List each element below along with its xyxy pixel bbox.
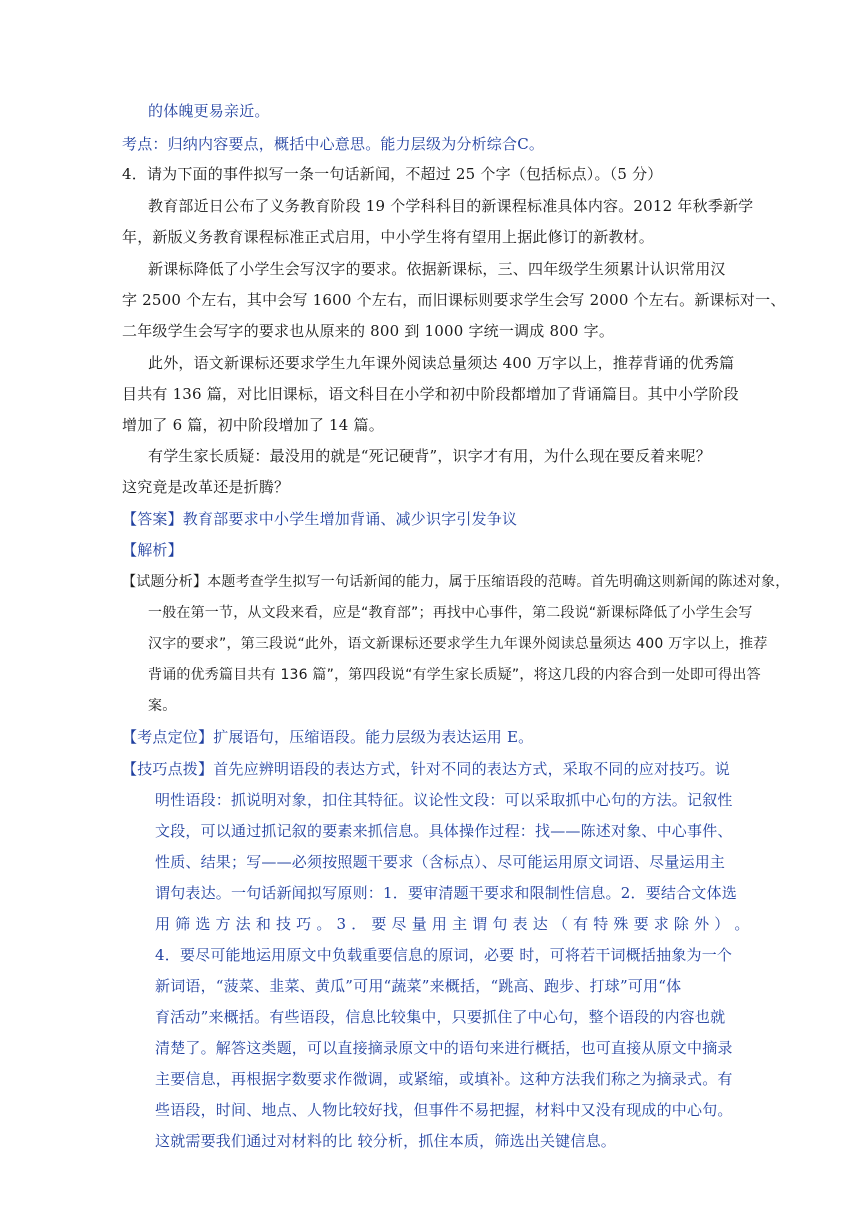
analysis-text: 一般在第一节，从文段来看，应是“教育部”；再找中心事件，第二段说“新课标降低了小学生会写: [148, 605, 753, 621]
text-line: 这究竟是改革还是折腾？: [122, 478, 290, 496]
tips-line: 文段，可以通过抓记叙的要素来抓信息。具体操作过程：找——陈述对象、中心事件、: [155, 822, 733, 840]
tips-line: 用 筛 选 方 法 和 技 巧 。 3 ． 要 尽 量 用 主 谓 句 表 达 （ 有 特 殊 要 求 除 外 ） 。: [155, 915, 750, 933]
text-line: 字 2500 个左右，其中会写 1600 个左右，而旧课标则要求学生会写 2000 个左右。新课标对一、: [122, 291, 786, 309]
tips-line: 性质、结果；写——必须按照题干要求（含标点）、尽可能运用原文词语、尽量运用主: [155, 853, 726, 871]
text-line: 年，新版义务教育课程标准正式启用，中小学生将有望用上据此修订的新教材。: [122, 228, 655, 246]
text-line: 考点：归纳内容要点，概括中心意思。能力层级为分析综合C。: [122, 135, 545, 153]
text-line: 的体魄更易亲近。: [148, 102, 270, 120]
analysis-text: 汉字的要求”，第三段说“此外，语文新课标还要求学生九年课外阅读总量须达 400 万字以上，推荐: [148, 636, 768, 652]
text-line: 此外，语文新课标还要求学生九年课外阅读总量须达 400 万字以上，推荐背诵的优秀篇: [148, 354, 735, 372]
tips-line: 这就需要我们通过对材料的比 较分析，抓住本质，筛选出关键信息。: [155, 1132, 616, 1150]
tips-line: 【技巧点拨】首先应辨明语段的表达方式，针对不同的表达方式，采取不同的应对技巧。说: [122, 760, 731, 778]
text-line: 二年级学生会写字的要求也从原来的 800 到 1000 字统一调成 800 字。: [122, 322, 615, 340]
tips-line: 谓句表达。一句话新闻拟写原则：1．要审清题干要求和限制性信息。2．要结合文体选: [155, 884, 737, 902]
text-line: 有学生家长质疑：最没用的就是“死记硬背”，识字才有用，为什么现在要反着来呢？: [148, 447, 711, 465]
tips-line: 主要信息，再根据字数要求作微调，或紧缩，或填补。这种方法我们称之为摘录式。有: [155, 1070, 733, 1088]
text-line: 目共有 136 篇，对比旧课标，语文科目在小学和初中阶段都增加了背诵篇目。其中小学阶段: [122, 385, 739, 403]
analysis-text: 背诵的优秀篇目共有 136 篇”，第四段说“有学生家长质疑”，将这几段的内容合到一处即可得出答: [148, 667, 761, 683]
tips-line: 些语段，时间、地点、人物比较好找，但事件不易把握，材料中又没有现成的中心句。: [155, 1101, 733, 1119]
tips-line: 清楚了。解答这类题，可以直接摘录原文中的语句来进行概括，也可直接从原文中摘录: [155, 1039, 733, 1057]
tips-line: 4．要尽可能地运用原文中负载重要信息的原词，必要 时，可将若干词概括抽象为一个: [155, 946, 733, 964]
text-line: 新课标降低了小学生会写汉字的要求。依据新课标，三、四年级学生须累计认识常用汉: [148, 260, 726, 278]
text-line: 教育部近日公布了义务教育阶段 19 个学科科目的新课程标准具体内容。2012 年秋季新学: [148, 197, 754, 215]
tips-line: 育活动”来概括。有些语段，信息比较集中，只要抓住了中心句，整个语段的内容也就: [155, 1008, 726, 1026]
analysis-text: 案。: [148, 698, 177, 714]
answer-line: 【答案】教育部要求中小学生增加背诵、减少识字引发争议: [122, 510, 518, 528]
exam-point-line: 【考点定位】扩展语句，压缩语段。能力层级为表达运用 E。: [122, 728, 534, 746]
tips-line: 新词语，“菠菜、韭菜、黄瓜”可用“蔬菜”来概括，“跳高、跑步、打球”可用“体: [155, 977, 682, 995]
question-title: 4．请为下面的事件拟写一条一句话新闻，不超过 25 个字（包括标点）。（5 分）: [122, 165, 663, 183]
text-line: 增加了 6 篇，初中阶段增加了 14 篇。: [122, 416, 384, 434]
tips-line: 明性语段：抓说明对象，扣住其特征。议论性文段：可以采取抓中心句的方法。记叙性: [155, 791, 733, 809]
analysis-heading: 【解析】: [122, 541, 183, 559]
analysis-text: 【试题分析】本题考查学生拟写一句话新闻的能力，属于压缩语段的范畴。首先明确这则新闻的陈述对象，: [122, 574, 790, 590]
